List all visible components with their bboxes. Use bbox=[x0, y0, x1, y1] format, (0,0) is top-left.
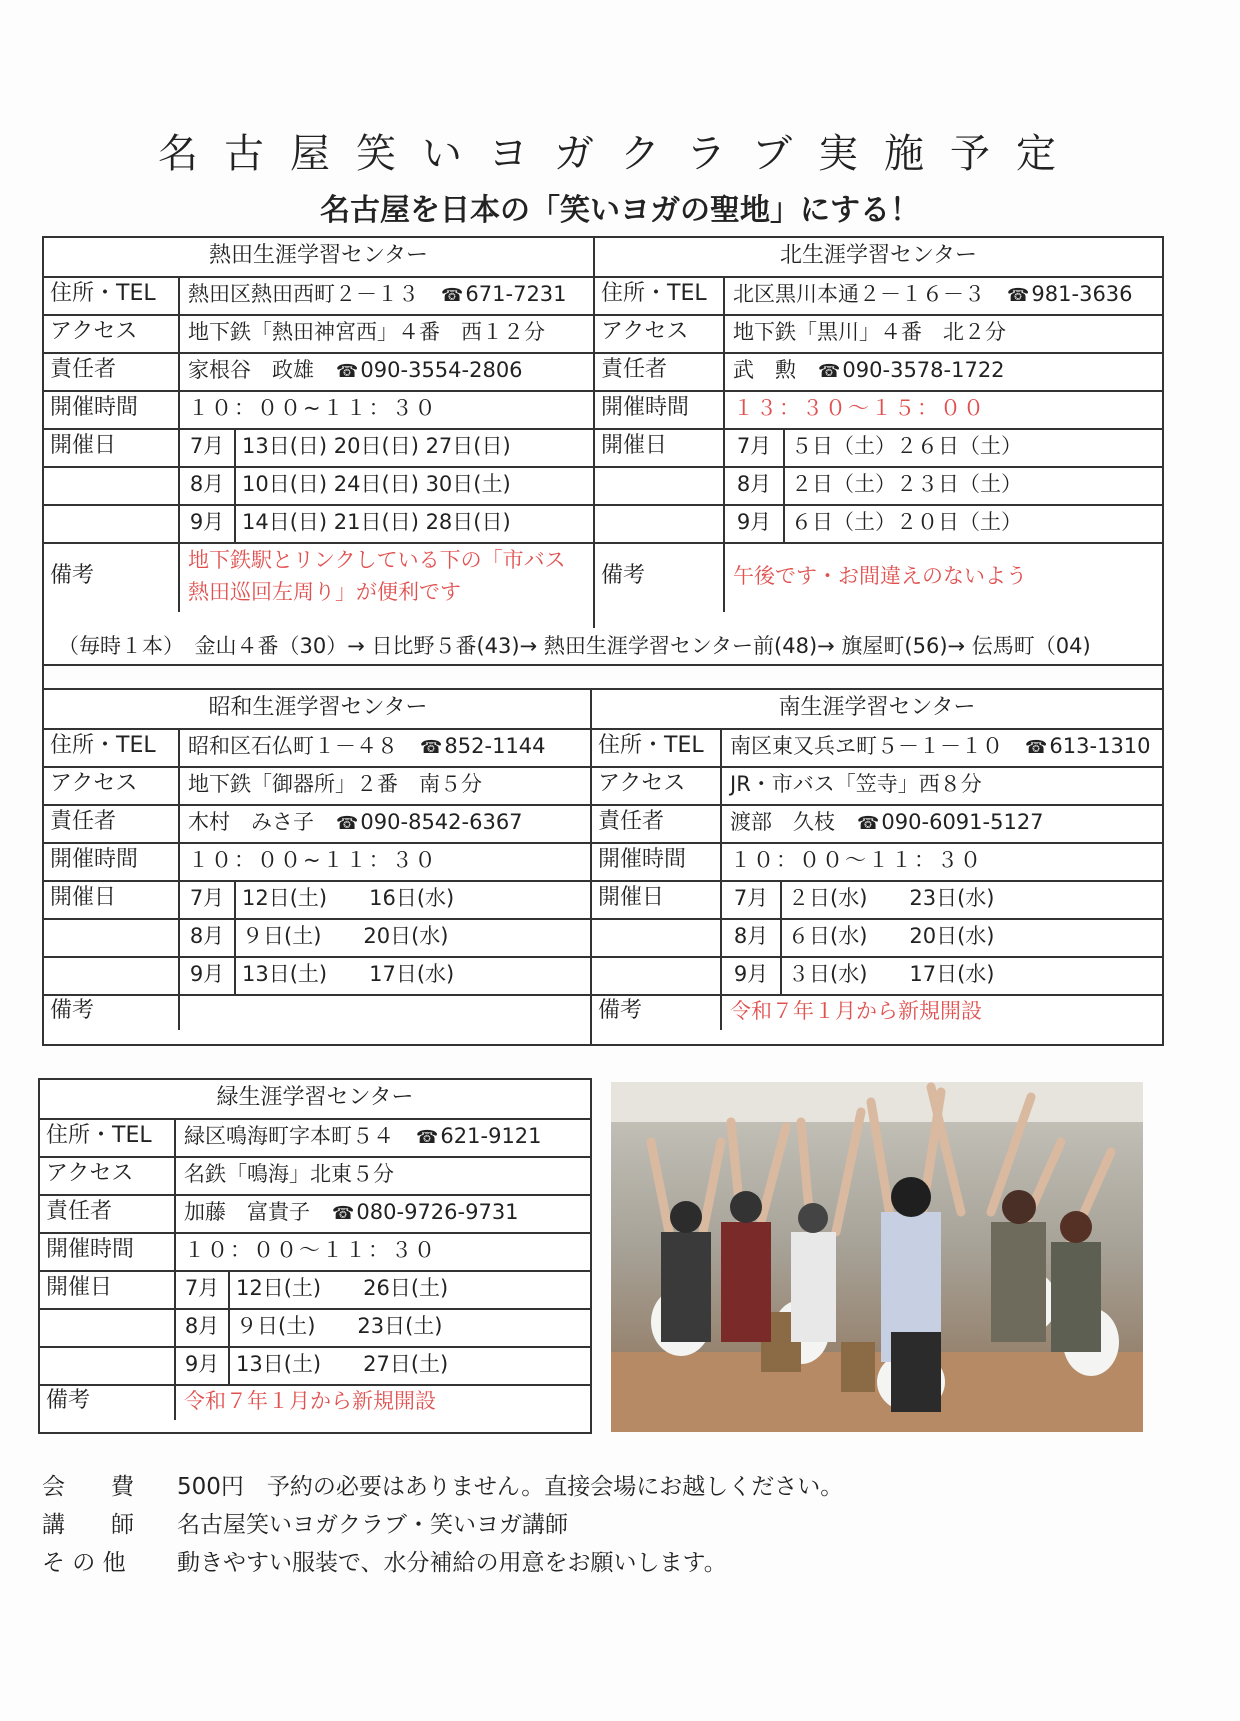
manager-name: 木村 みさ子 bbox=[188, 810, 314, 834]
minami-address-row bbox=[592, 728, 1162, 768]
month-label: 9月 bbox=[176, 1346, 230, 1384]
midori-center-name: 緑生涯学習センター bbox=[40, 1080, 590, 1120]
date-list: 13日(土) 17日(水) bbox=[242, 962, 455, 986]
showa-access-row bbox=[44, 766, 592, 806]
date-list: 13日(土) 27日(土) bbox=[236, 1352, 449, 1376]
manager-tel bbox=[336, 810, 523, 834]
midori-access-row bbox=[40, 1156, 590, 1196]
manager-label: 責任者 bbox=[44, 352, 180, 390]
footer-value: 名古屋笑いヨガクラブ・笑いヨガ講師 bbox=[177, 1512, 568, 1538]
atsuta-address-row bbox=[44, 276, 593, 316]
kita-address-row bbox=[595, 276, 1162, 316]
month-label: 8月 bbox=[176, 1308, 230, 1346]
address-text: 緑区鳴海町字本町５４ bbox=[184, 1124, 394, 1148]
manager-tel bbox=[857, 810, 1044, 834]
month-label: 9月 bbox=[180, 504, 236, 542]
showa-date-row bbox=[44, 918, 592, 958]
month-label: 9月 bbox=[725, 504, 785, 542]
address-value bbox=[725, 276, 1162, 314]
address-value bbox=[180, 276, 593, 314]
time-label: 開催時間 bbox=[44, 390, 180, 428]
date-list: 14日(日) 21日(日) 28日(日) bbox=[242, 510, 511, 534]
atsuta-center-table bbox=[42, 236, 595, 630]
date-label: 開催日 bbox=[595, 428, 725, 466]
address-text: 南区東又兵ヱ町５－１－１０ bbox=[730, 734, 1003, 758]
address-label: 住所・TEL bbox=[592, 728, 722, 766]
date-list: 12日(土) 16日(水) bbox=[242, 886, 455, 910]
page-title: 名古屋笑いヨガクラブ実施予定 bbox=[158, 131, 1082, 177]
month-label: 7月 bbox=[725, 428, 785, 466]
showa-center-name: 昭和生涯学習センター bbox=[44, 690, 592, 730]
manager-label: 責任者 bbox=[40, 1194, 176, 1232]
phone-icon: ☎ bbox=[416, 1127, 439, 1148]
minami-center-name: 南生涯学習センター bbox=[592, 690, 1162, 730]
address-value bbox=[722, 728, 1162, 766]
date-label bbox=[40, 1308, 176, 1346]
minami-note-row bbox=[592, 994, 1162, 1030]
date-label bbox=[44, 504, 180, 542]
atsuta-date-row bbox=[44, 428, 593, 468]
month-label: 9月 bbox=[180, 956, 236, 994]
time-value: １０：００~１１：３０ bbox=[188, 848, 438, 872]
date-list: ２日(水) 23日(水) bbox=[788, 886, 995, 910]
month-label: 7月 bbox=[722, 880, 782, 918]
kita-center-name: 北生涯学習センター bbox=[595, 238, 1162, 278]
date-label bbox=[44, 918, 180, 956]
access-label: アクセス bbox=[592, 766, 722, 804]
phone-icon: ☎ bbox=[336, 361, 359, 382]
address-value bbox=[180, 728, 592, 766]
note-label: 備考 bbox=[592, 994, 722, 1030]
phone-icon: ☎ bbox=[441, 285, 464, 306]
date-list: ６日（土）２０日（土） bbox=[791, 510, 1022, 534]
midori-address-row bbox=[40, 1118, 590, 1158]
note-value: 午後です・お間違えのないよう bbox=[733, 564, 1027, 588]
month-label: 8月 bbox=[180, 918, 236, 956]
access-value: 地下鉄「熱田神宮西」４番 西１２分 bbox=[188, 320, 545, 344]
kita-date-row bbox=[595, 428, 1162, 468]
footer-line bbox=[42, 1506, 568, 1539]
atsuta-date-row bbox=[44, 466, 593, 506]
note-value: 令和７年１月から新規開設 bbox=[184, 1389, 436, 1413]
month-label: 8月 bbox=[722, 918, 782, 956]
atsuta-note-row bbox=[44, 542, 593, 612]
access-value: 地下鉄「黒川」４番 北２分 bbox=[733, 320, 1006, 344]
bus-route-note: （毎時１本） 金山４番（30）→ 日比野５番(43)→ 熱田生涯学習センター前(48)→ 旗屋町(56)→ 伝馬町（04) bbox=[42, 628, 1164, 666]
manager-label: 責任者 bbox=[595, 352, 725, 390]
atsuta-center-name: 熱田生涯学習センター bbox=[44, 238, 593, 278]
note-value bbox=[180, 994, 592, 1030]
month-label: 7月 bbox=[180, 880, 236, 918]
address-text: 昭和区石仏町１－４８ bbox=[188, 734, 398, 758]
phone-icon: ☎ bbox=[332, 1203, 355, 1224]
kita-time-row bbox=[595, 390, 1162, 430]
showa-center-table bbox=[42, 688, 594, 1046]
manager-tel bbox=[332, 1200, 519, 1224]
kita-date-row bbox=[595, 466, 1162, 506]
date-list: ９日(土) 20日(水) bbox=[242, 924, 449, 948]
manager-value bbox=[722, 804, 1162, 842]
note-value: 令和７年１月から新規開設 bbox=[730, 999, 982, 1023]
tel-number bbox=[420, 734, 546, 758]
footer-line bbox=[42, 1468, 843, 1501]
manager-name: 武 勲 bbox=[733, 358, 796, 382]
note-label: 備考 bbox=[40, 1384, 176, 1420]
footer-key: 講 師 bbox=[42, 1512, 134, 1538]
kita-center-table bbox=[593, 236, 1164, 630]
address-text: 北区黒川本通２－１６－３ bbox=[733, 282, 985, 306]
address-label: 住所・TEL bbox=[44, 728, 180, 766]
kita-note-row bbox=[595, 542, 1162, 612]
access-value: 名鉄「鳴海」北東５分 bbox=[184, 1162, 394, 1186]
minami-manager-row bbox=[592, 804, 1162, 844]
tel-text: 621-9121 bbox=[440, 1124, 542, 1148]
minami-access-row bbox=[592, 766, 1162, 806]
date-label bbox=[595, 466, 725, 504]
phone-icon: ☎ bbox=[1007, 285, 1030, 306]
time-value: １０：００～１１：３０ bbox=[730, 848, 983, 872]
manager-name: 加藤 富貴子 bbox=[184, 1200, 310, 1224]
date-label bbox=[44, 466, 180, 504]
manager-name: 渡部 久枝 bbox=[730, 810, 835, 834]
date-label bbox=[40, 1346, 176, 1384]
manager-tel-text: 090-3554-2806 bbox=[360, 358, 523, 382]
month-label: 7月 bbox=[176, 1270, 230, 1308]
midori-manager-row bbox=[40, 1194, 590, 1234]
midori-date-row bbox=[40, 1308, 590, 1348]
time-label: 開催時間 bbox=[44, 842, 180, 880]
tel-text: 613-1310 bbox=[1049, 734, 1151, 758]
table-spacer bbox=[42, 664, 1164, 690]
month-label: 8月 bbox=[725, 466, 785, 504]
tel-number bbox=[1025, 734, 1151, 758]
manager-name: 家根谷 政雄 bbox=[188, 358, 314, 382]
showa-manager-row bbox=[44, 804, 592, 844]
kita-manager-row bbox=[595, 352, 1162, 392]
time-label: 開催時間 bbox=[40, 1232, 176, 1270]
showa-time-row bbox=[44, 842, 592, 882]
footer-key: そ の 他 bbox=[42, 1550, 126, 1576]
date-label: 開催日 bbox=[40, 1270, 176, 1308]
time-label: 開催時間 bbox=[595, 390, 725, 428]
note-label: 備考 bbox=[595, 542, 725, 612]
date-label bbox=[592, 956, 722, 994]
showa-date-row bbox=[44, 956, 592, 996]
midori-note-row bbox=[40, 1384, 590, 1420]
midori-date-row bbox=[40, 1270, 590, 1310]
tel-text: 671-7231 bbox=[465, 282, 567, 306]
manager-value bbox=[180, 804, 592, 842]
minami-date-row bbox=[592, 918, 1162, 958]
address-value bbox=[176, 1118, 590, 1156]
address-label: 住所・TEL bbox=[44, 276, 180, 314]
date-label: 開催日 bbox=[592, 880, 722, 918]
date-label bbox=[44, 956, 180, 994]
page-subtitle: 名古屋を日本の「笑いヨガの聖地」にする！ bbox=[320, 193, 920, 228]
note-value: 地下鉄駅とリンクしている下の「市バス熱田巡回左周り」が便利です bbox=[188, 548, 566, 604]
minami-date-row bbox=[592, 880, 1162, 920]
phone-icon: ☎ bbox=[857, 813, 880, 834]
showa-date-row bbox=[44, 880, 592, 920]
access-label: アクセス bbox=[44, 766, 180, 804]
date-list: ９日(土) 23日(土) bbox=[236, 1314, 443, 1338]
phone-icon: ☎ bbox=[818, 361, 841, 382]
midori-center-table bbox=[38, 1078, 592, 1434]
date-label: 開催日 bbox=[44, 880, 180, 918]
atsuta-access-row bbox=[44, 314, 593, 354]
tel-text: 852-1144 bbox=[444, 734, 546, 758]
phone-icon: ☎ bbox=[1025, 737, 1048, 758]
phone-icon: ☎ bbox=[336, 813, 359, 834]
note-label: 備考 bbox=[44, 994, 180, 1030]
month-label: 9月 bbox=[722, 956, 782, 994]
manager-label: 責任者 bbox=[592, 804, 722, 842]
tel-number bbox=[416, 1124, 542, 1148]
manager-tel-text: 090-3578-1722 bbox=[842, 358, 1005, 382]
time-value: １３：３０～１５：００ bbox=[733, 396, 986, 420]
kita-access-row bbox=[595, 314, 1162, 354]
date-label bbox=[592, 918, 722, 956]
date-list: 12日(土) 26日(土) bbox=[236, 1276, 449, 1300]
address-label: 住所・TEL bbox=[40, 1118, 176, 1156]
atsuta-date-row bbox=[44, 504, 593, 544]
manager-tel-text: 090-8542-6367 bbox=[360, 810, 523, 834]
midori-date-row bbox=[40, 1346, 590, 1386]
manager-value bbox=[725, 352, 1162, 390]
footer-value: 動きやすい服装で、水分補給の用意をお願いします。 bbox=[177, 1550, 727, 1576]
footer-line bbox=[42, 1544, 727, 1577]
time-value: １０：００～１１：３０ bbox=[184, 1238, 437, 1262]
access-label: アクセス bbox=[44, 314, 180, 352]
minami-time-row bbox=[592, 842, 1162, 882]
date-list: ２日（土）２３日（土） bbox=[791, 472, 1022, 496]
manager-tel bbox=[336, 358, 523, 382]
footer-key: 会 費 bbox=[42, 1474, 134, 1500]
footer-value: 500円 予約の必要はありません。直接会場にお越しください。 bbox=[177, 1474, 844, 1500]
time-label: 開催時間 bbox=[592, 842, 722, 880]
manager-label: 責任者 bbox=[44, 804, 180, 842]
date-list: ３日(水) 17日(水) bbox=[788, 962, 995, 986]
phone-icon: ☎ bbox=[420, 737, 443, 758]
date-label: 開催日 bbox=[44, 428, 180, 466]
tel-number bbox=[441, 282, 567, 306]
minami-date-row bbox=[592, 956, 1162, 996]
atsuta-manager-row bbox=[44, 352, 593, 392]
minami-center-table bbox=[590, 688, 1164, 1046]
tel-text: 981-3636 bbox=[1031, 282, 1133, 306]
laughter-yoga-class-photo bbox=[611, 1082, 1143, 1432]
tel-number bbox=[1007, 282, 1133, 306]
access-label: アクセス bbox=[595, 314, 725, 352]
kita-date-row bbox=[595, 504, 1162, 544]
date-list: ６日(水) 20日(水) bbox=[788, 924, 995, 948]
date-list: ５日（土）２６日（土） bbox=[791, 434, 1022, 458]
month-label: 7月 bbox=[180, 428, 236, 466]
access-label: アクセス bbox=[40, 1156, 176, 1194]
note-label: 備考 bbox=[44, 542, 180, 612]
address-text: 熱田区熱田西町２－１３ bbox=[188, 282, 419, 306]
atsuta-time-row bbox=[44, 390, 593, 430]
showa-address-row bbox=[44, 728, 592, 768]
month-label: 8月 bbox=[180, 466, 236, 504]
address-label: 住所・TEL bbox=[595, 276, 725, 314]
manager-value bbox=[180, 352, 593, 390]
access-value: JR・市バス「笠寺」西８分 bbox=[730, 772, 982, 796]
manager-tel-text: 080-9726-9731 bbox=[356, 1200, 519, 1224]
midori-time-row bbox=[40, 1232, 590, 1272]
date-label bbox=[595, 504, 725, 542]
showa-note-row bbox=[44, 994, 592, 1030]
access-value: 地下鉄「御器所」２番 南５分 bbox=[188, 772, 482, 796]
date-list: 13日(日) 20日(日) 27日(日) bbox=[242, 434, 511, 458]
manager-tel-text: 090-6091-5127 bbox=[881, 810, 1044, 834]
manager-tel bbox=[818, 358, 1005, 382]
time-value: １０：００~１１：３０ bbox=[188, 396, 438, 420]
group-exercise-photo bbox=[611, 1082, 1143, 1432]
manager-value bbox=[176, 1194, 590, 1232]
date-list: 10日(日) 24日(日) 30日(土) bbox=[242, 472, 511, 496]
